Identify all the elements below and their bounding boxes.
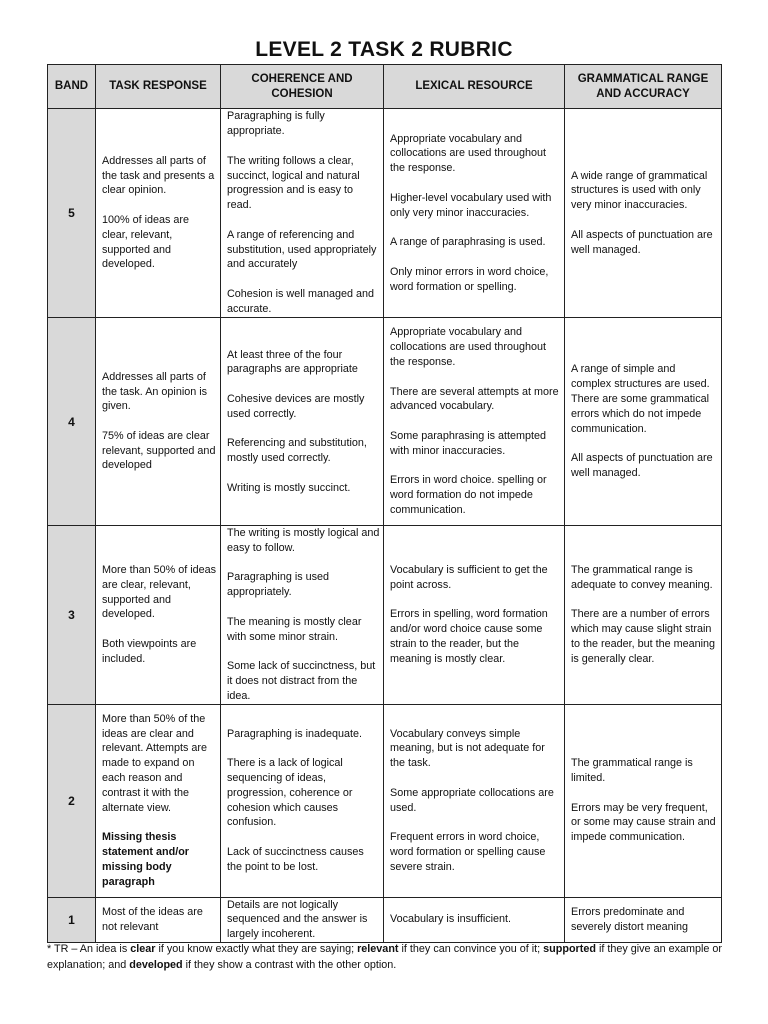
lexical-cell	[384, 897, 565, 942]
cell-text: Some appropriate collocations are used.	[390, 786, 554, 814]
lexical-cell	[384, 318, 565, 526]
cell-text: Most of the ideas are not relevant	[102, 905, 203, 933]
cell-text: The writing is mostly logical and easy to follow.	[227, 527, 380, 554]
cell-text: Paragraphing is inadequate.	[227, 727, 363, 740]
header-grammar: GRAMMATICAL RANGE AND ACCURACY	[565, 65, 722, 109]
cell-text: The grammatical range is adequate to convey meaning.	[571, 563, 713, 591]
cell-text: There are several attempts at more advanced vocabulary.	[390, 385, 559, 413]
cell-text: Vocabulary is sufficient to get the point across.	[390, 563, 548, 591]
header-task-response: TASK RESPONSE	[96, 65, 221, 109]
cell-text: More than 50% of the ideas are clear and relevant. Attempts are made to expand on each reason and contrast it with the alternate view.	[102, 712, 208, 814]
task-response-cell	[96, 526, 221, 705]
cell-text: Errors in spelling, word formation and/or word choice cause some strain to the reader, but the meaning is mostly clear.	[390, 608, 548, 665]
header-row	[48, 65, 722, 109]
cell-text: Paragraphing is fully appropriate.	[227, 110, 325, 138]
lexical-cell	[384, 526, 565, 705]
cell-text: Referencing and substitution, mostly used correctly.	[227, 437, 367, 465]
cell-text: Appropriate vocabulary and collocations are used throughout the response.	[390, 326, 547, 368]
cell-text: Appropriate vocabulary and collocations are used throughout the response.	[390, 132, 547, 175]
cell-text: Errors may be very frequent, or some may cause strain and impede communication.	[571, 801, 716, 844]
footnote-term-relevant: relevant	[357, 943, 399, 955]
cell-text: Only minor errors in word choice, word formation or spelling.	[390, 265, 549, 293]
cell-text: Frequent errors in word choice, word formation or spelling cause severe strain.	[390, 831, 546, 873]
task-response-cell	[96, 318, 221, 526]
cell-text: Both viewpoints are included.	[102, 637, 197, 665]
cell-text: Errors in word choice. spelling or word formation do not impede communication.	[390, 474, 547, 516]
cell-text: Higher-level vocabulary used with only very minor inaccuracies.	[390, 191, 552, 219]
cell-text: Some lack of succinctness, but it does not distract from the idea.	[227, 660, 376, 702]
cell-text: More than 50% of ideas are clear, relevant, supported and developed.	[102, 563, 217, 621]
cell-text: The meaning is mostly clear with some minor strain.	[227, 615, 362, 643]
footnote	[47, 942, 725, 973]
header-coherence: COHERENCE AND COHESION	[221, 65, 384, 109]
coherence-cell	[221, 318, 384, 526]
coherence-cell	[221, 704, 384, 897]
cell-text: There is a lack of logical sequencing of ideas, progression, coherence or cohesion which causes confusion.	[227, 757, 353, 829]
header-band: BAND	[48, 65, 96, 109]
cell-text: Cohesive devices are mostly used correctly.	[227, 392, 365, 420]
cell-text: Lack of succinctness causes the point to be lost.	[227, 845, 364, 873]
grammar-cell	[565, 109, 722, 318]
cell-text: All aspects of punctuation are well managed.	[571, 452, 713, 479]
band-number: 1	[48, 897, 96, 942]
cell-text: There are a number of errors which may cause slight strain to the reader, but the meaning is generally clear.	[571, 608, 716, 665]
cell-text: Paragraphing is used appropriately.	[227, 571, 330, 599]
header-lexical: LEXICAL RESOURCE	[384, 65, 565, 109]
table-row	[48, 318, 722, 526]
footnote-text: * TR – An idea is	[47, 943, 131, 955]
cell-text: Vocabulary conveys simple meaning, but is not adequate for the task.	[390, 727, 545, 770]
cell-text: Details are not logically sequenced and the answer is largely incoherent.	[227, 898, 368, 941]
footnote-text: if they can convince you of it;	[398, 943, 544, 955]
cell-text: At least three of the four paragraphs are appropriate	[227, 348, 358, 376]
footnote-text: if you know exactly what they are saying;	[155, 943, 358, 955]
page-title: LEVEL 2 TASK 2 RUBRIC	[255, 38, 513, 61]
grammar-cell	[565, 897, 722, 942]
task-response-cell	[96, 897, 221, 942]
table-row	[48, 526, 722, 705]
band-number: 5	[48, 109, 96, 318]
table-row	[48, 897, 722, 942]
lexical-cell	[384, 109, 565, 318]
cell-text: Some paraphrasing is attempted with minor inaccuracies.	[390, 429, 547, 457]
cell-text: Addresses all parts of the task. An opinion is given.	[102, 370, 208, 413]
grammar-cell	[565, 704, 722, 897]
cell-text: All aspects of punctuation are well managed.	[571, 228, 713, 256]
lexical-cell	[384, 704, 565, 897]
footnote-term-developed: developed	[129, 958, 183, 971]
band-number: 2	[48, 704, 96, 897]
cell-text: A range of paraphrasing is used.	[390, 236, 546, 249]
footnote-term-clear: clear	[130, 943, 156, 955]
cell-text: 75% of ideas are clear relevant, supported and developed	[102, 429, 216, 472]
cell-text: Vocabulary is insufficient.	[390, 913, 512, 926]
cell-text: The grammatical range is limited.	[571, 757, 693, 784]
table-row	[48, 704, 722, 897]
footnote-text: if they give an example or explanation; and	[47, 943, 722, 971]
footnote-text: if they show a contrast with the other option.	[182, 958, 397, 971]
cell-text: A wide range of grammatical structures is used with only very minor inaccuracies.	[571, 169, 708, 212]
cell-text: Cohesion is well managed and accurate.	[227, 287, 375, 315]
cell-text: A range of simple and complex structures are used. There are some grammatical errors which do not impede communication.	[571, 363, 710, 435]
band-number: 3	[48, 526, 96, 705]
band-number: 4	[48, 318, 96, 526]
cell-text: Writing is mostly succinct.	[227, 481, 351, 494]
table-row	[48, 109, 722, 318]
task-response-cell	[96, 109, 221, 318]
grammar-cell	[565, 318, 722, 526]
cell-text: Addresses all parts of the task and presents a clear opinion.	[102, 154, 215, 197]
coherence-cell	[221, 897, 384, 942]
cell-text: 100% of ideas are clear, relevant, supported and developed.	[102, 214, 190, 271]
cell-text: A range of referencing and substitution, used appropriately and accurately	[227, 228, 377, 271]
cell-text-bold: Missing thesis statement and/or missing body paragraph	[102, 831, 189, 888]
cell-text: Errors predominate and severely distort meaning	[571, 905, 689, 933]
cell-text: The writing follows a clear, succinct, logical and natural progression and is easy to read.	[227, 154, 360, 212]
coherence-cell	[221, 526, 384, 705]
footnote-term-supported: supported	[543, 943, 596, 955]
coherence-cell	[221, 109, 384, 318]
task-response-cell	[96, 704, 221, 897]
rubric-table	[47, 64, 722, 943]
grammar-cell	[565, 526, 722, 705]
